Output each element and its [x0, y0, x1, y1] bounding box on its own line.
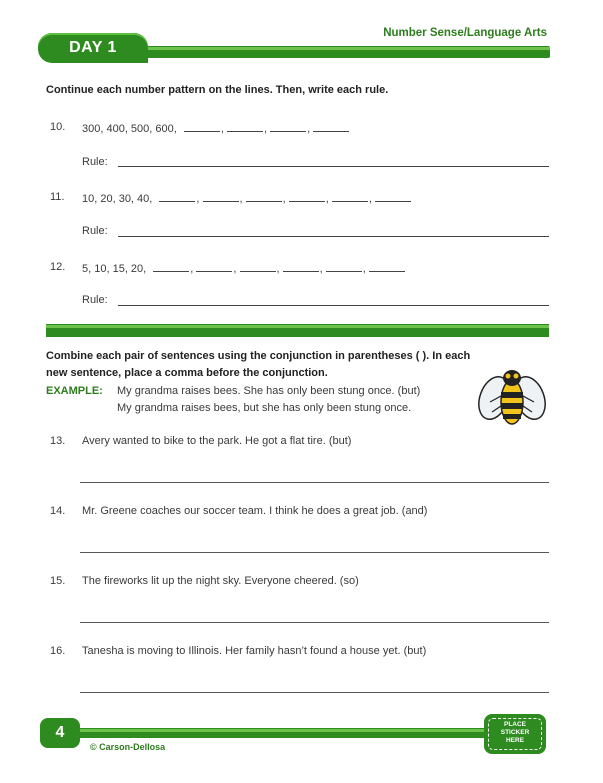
sentence-answer-line[interactable] [80, 692, 549, 693]
pattern-blank[interactable] [283, 261, 319, 272]
number-pattern: 10, 20, 30, 40, , , , , , [82, 191, 412, 205]
pattern-blank[interactable] [153, 261, 189, 272]
pattern-blank[interactable] [375, 191, 411, 202]
item-number: 13. [50, 435, 66, 447]
item-number: 15. [50, 575, 66, 587]
section1-instruction: Continue each number pattern on the lines. Then, write each rule. [46, 84, 389, 96]
rule-label: Rule: [82, 156, 108, 168]
pattern-blank[interactable] [326, 261, 362, 272]
day-label: DAY 1 [69, 39, 117, 56]
pattern-blank[interactable] [270, 121, 306, 132]
header-bar-highlight [140, 47, 550, 50]
sentence-prompt: Tanesha is moving to Illinois. Her family hasn’t found a house yet. (but) [82, 645, 427, 657]
rule-answer-line[interactable] [118, 236, 549, 237]
sticker-box [484, 714, 546, 754]
footer-bar-highlight [70, 729, 490, 732]
number-pattern: 5, 10, 15, 20, , , , , , [82, 261, 406, 275]
sentence-prompt: Avery wanted to bike to the park. He got a flat tire. (but) [82, 435, 352, 447]
copyright: © Carson-Dellosa [90, 742, 166, 752]
number-pattern: 300, 400, 500, 600, , , , [82, 121, 350, 135]
sticker-line1: PLACE [503, 721, 527, 728]
sticker-line2: STICKER [500, 729, 530, 736]
item-number: 11. [50, 191, 65, 203]
pattern-text: 10, 20, 30, 40, [82, 193, 153, 205]
sticker-label [484, 721, 546, 745]
sentence-prompt: The fireworks lit up the night sky. Everyone cheered. (so) [82, 575, 359, 587]
section2-instruction-line1: Combine each pair of sentences using the conjunction in parentheses ( ). In each [46, 350, 471, 362]
example-line2: My grandma raises bees, but she has only been stung once. [117, 402, 412, 414]
item-number: 10. [50, 121, 66, 133]
rule-answer-line[interactable] [118, 305, 549, 306]
subject-title: Number Sense/Language Arts [383, 27, 547, 39]
pattern-blank[interactable] [332, 191, 368, 202]
item-number: 16. [50, 645, 66, 657]
sentence-answer-line[interactable] [80, 482, 549, 483]
pattern-blank[interactable] [369, 261, 405, 272]
example-line1: My grandma raises bees. She has only been stung once. (but) [117, 385, 421, 397]
section-divider-highlight [46, 325, 549, 328]
pattern-blank[interactable] [203, 191, 239, 202]
sentence-answer-line[interactable] [80, 622, 549, 623]
pattern-blank[interactable] [289, 191, 325, 202]
pattern-blank[interactable] [227, 121, 263, 132]
rule-answer-line[interactable] [118, 166, 549, 167]
pattern-blank[interactable] [246, 191, 282, 202]
item-number: 12. [50, 261, 66, 273]
pattern-blank[interactable] [313, 121, 349, 132]
pattern-text: 300, 400, 500, 600, [82, 123, 177, 135]
pattern-blank[interactable] [184, 121, 220, 132]
pattern-blank[interactable] [196, 261, 232, 272]
pattern-blank[interactable] [159, 191, 195, 202]
sticker-line3: HERE [505, 737, 525, 744]
pattern-blank[interactable] [240, 261, 276, 272]
example-label: EXAMPLE: [46, 385, 103, 397]
sentence-answer-line[interactable] [80, 552, 549, 553]
page-number: 4 [55, 724, 65, 741]
rule-label: Rule: [82, 294, 108, 306]
pattern-text: 5, 10, 15, 20, [82, 263, 147, 275]
item-number: 14. [50, 505, 66, 517]
rule-label: Rule: [82, 225, 108, 237]
sentence-prompt: Mr. Greene coaches our soccer team. I think he does a great job. (and) [82, 505, 428, 517]
section2-instruction-line2: new sentence, place a comma before the conjunction. [46, 367, 328, 379]
page-number-badge [40, 718, 80, 748]
bee-icon [476, 366, 548, 428]
day-tab [38, 33, 148, 63]
